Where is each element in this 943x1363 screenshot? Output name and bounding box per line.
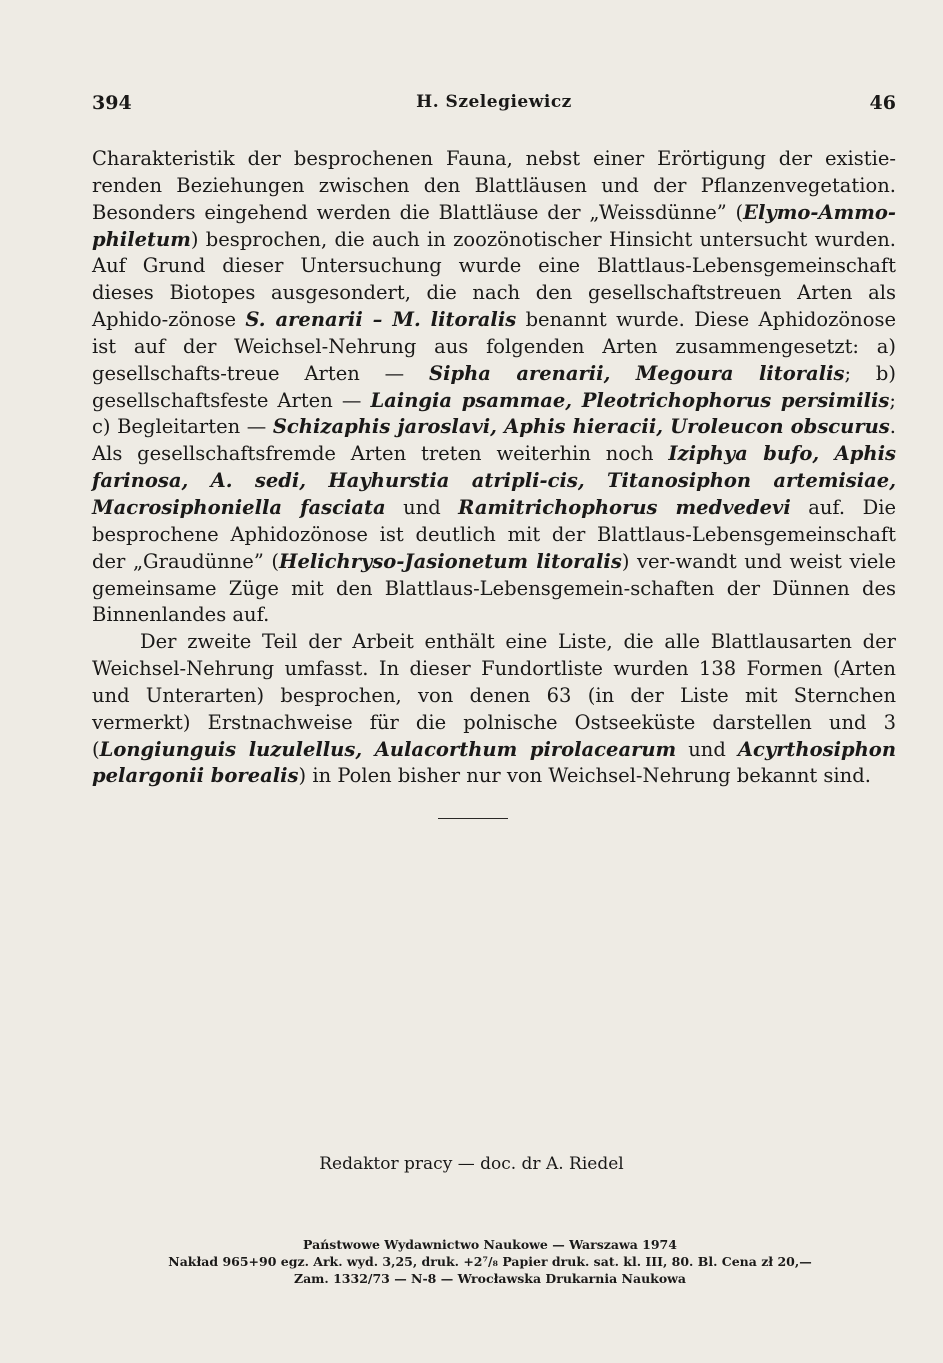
page-header [92,92,896,122]
volume-number: 46 [869,92,896,114]
text-run: benannt wurde. Diese Aphidozönose ist auf der Weichsel-Nehrung aus folgenden Arten zusammengesetzt: a) gesellschafts-treue Arten — [92,308,896,385]
paragraph-1 [92,146,896,629]
publisher-imprint [120,1236,860,1287]
species-name: Longiunguis luzulellus, Aulacorthum pirolacearum [99,737,677,761]
page-number: 394 [92,92,132,114]
text-run: ; c) Begleitarten — [92,388,896,439]
editor-credit: Redaktor pracy — doc. dr A. Riedel [319,1154,624,1174]
species-name: Laingia psammae, Pleotrichophorus persimilis [370,388,890,412]
section-divider [438,818,508,819]
text-run: . Als gesellschaftsfremde Arten treten weiterhin noch [92,415,896,466]
text-run: ; b) gesellschaftsfeste Arten — [92,361,897,412]
text-run: Charakteristik der besprochenen Fauna, nebst einer Erörtigung der existie-renden Beziehungen zwischen den Blattläusen und der Pflanzenvegetation. Besonders eingehend werden die Blattläuse der „Weissdünne” ( [92,147,896,224]
imprint-line: Nakład 965+90 egz. Ark. wyd. 3,25, druk. +2⁷/₈ Papier druk. sat. kl. III, 80. Bl. Cena zł 20,— [168,1254,812,1269]
text-run: Der zweite Teil der Arbeit enthält eine Liste, die alle Blattlausarten der Weichsel-Nehrung umfasst. In dieser Fundortliste wurden 138 Formen (Arten und Unterarten) besprochen, von denen 63 (in der Liste mit Sternchen vermerkt) Erstnachweise für die polnische Ostseeküste darstellen und 3 ( [92,630,896,761]
summary-text [92,146,896,790]
species-name: Helichryso-Jasionetum litoralis [279,549,622,573]
imprint-line: Państwowe Wydawnictwo Naukowe — Warszawa 1974 [303,1237,677,1252]
text-run: ) ver-wandt und weist viele gemeinsame Züge mit den Blattlaus-Lebensgemein-schaften der Dünnen des Binnenlandes auf. [92,549,897,627]
species-name: Schizaphis jaroslavi, Aphis hieracii, Uroleucon obscurus [272,415,890,439]
text-run: ) in Polen bisher nur von Weichsel-Nehrung bekannt sind. [298,764,871,788]
text-run: und [385,495,459,519]
imprint-line: Zam. 1332/73 — N-8 — Wrocławska Drukarnia Naukowa [293,1271,687,1286]
text-run: auf. Die besprochene Aphidozönose ist deutlich mit der Blattlaus-Lebensgemeinschaft der „Graudünne” ( [92,495,896,573]
text-run: und [676,737,738,761]
text-run: ) besprochen, die auch in zoozönotischer Hinsicht untersucht wurden. Auf Grund dieser Untersuchung wurde eine Blattlaus-Lebensgemeinschaft dieses Biotopes ausgesondert, die nach den gesellschaftstreuen Arten als Aphido-zönose [92,227,896,332]
species-name: Elymo-Ammo-philetum [92,200,896,251]
species-name: S. arenarii – M. litoralis [245,308,517,332]
paragraph-2 [92,629,896,790]
species-name: Sipha arenarii, Megoura litoralis [428,361,845,385]
running-head: H. Szelegiewicz [416,92,572,112]
species-name: Acyrthosiphon pelargonii borealis [92,737,896,788]
species-name: Iziphya bufo, Aphis farinosa, A. sedi, Hayhurstia atripli-cis, Titanosiphon artemisiae, Macrosiphoniella fasciata [92,442,896,519]
species-name: Ramitrichophorus medvedevi [458,495,791,519]
